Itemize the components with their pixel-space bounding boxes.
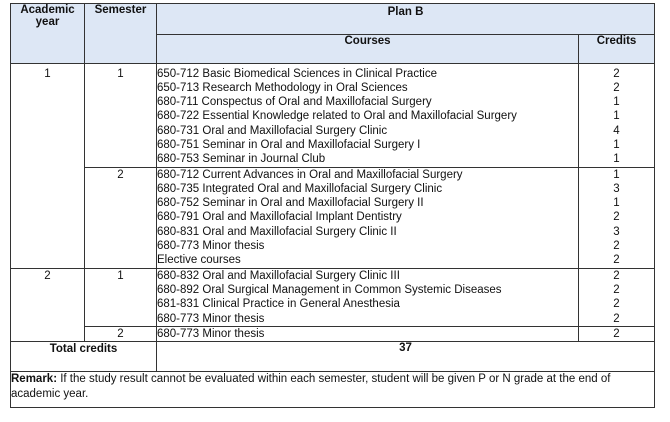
remark-label: Remark: (11, 373, 58, 386)
course-name: 680-773 Minor thesis (157, 327, 265, 340)
semester-cell: 1 (85, 268, 157, 326)
year-cell: 1 (11, 67, 85, 269)
course-credits: 2 (613, 211, 620, 224)
course-credits: 2 (613, 327, 620, 340)
course-name: 680-832 Oral and Maxillofacial Surgery Clinic III (157, 269, 400, 282)
course-credits: 2 (613, 240, 620, 253)
course-credits: 2 (613, 254, 620, 267)
course-name: 680-791 Oral and Maxillofacial Implant Dentistry (157, 211, 402, 224)
total-credits-value: 37 (157, 342, 655, 372)
course-name: 680-735 Integrated Oral and Maxillofacial Surgery Clinic (157, 182, 443, 195)
semester-cell: 2 (85, 167, 157, 268)
courses-cell (157, 326, 579, 341)
semester-cell: 1 (85, 67, 157, 168)
course-credits: 2 (613, 312, 620, 325)
course-credits: 1 (613, 197, 620, 210)
credits-cell (579, 326, 655, 341)
table-row (11, 268, 655, 326)
credits-cell (579, 167, 655, 268)
course-name: 680-711 Conspectus of Oral and Maxillofacial Surgery (157, 96, 432, 109)
course-name: 680-892 Oral Surgical Management in Common Systemic Diseases (157, 283, 502, 296)
study-plan-table (10, 3, 655, 408)
course-credits: 2 (613, 269, 620, 282)
course-credits: 1 (613, 96, 620, 109)
course-name: 680-751 Seminar in Oral and Maxillofacial Surgery I (157, 138, 421, 151)
courses-cell (157, 67, 579, 168)
table-row (11, 167, 655, 268)
course-credits: 1 (613, 168, 620, 181)
course-credits: 1 (613, 110, 620, 123)
header-semester: Semester (85, 4, 157, 64)
header-courses: Courses (157, 35, 579, 64)
total-credits-label: Total credits (11, 342, 157, 372)
course-name: 650-712 Basic Biomedical Sciences in Clinical Practice (157, 67, 437, 80)
remark-cell (11, 372, 655, 408)
year-cell: 2 (11, 268, 85, 341)
course-credits: 4 (613, 124, 620, 137)
remark-text: If the study result cannot be evaluated within each semester, student will be given P or N grade at the end of academic year. (11, 373, 611, 401)
credits-cell (579, 67, 655, 168)
semester-cell: 2 (85, 326, 157, 341)
course-name: 680-753 Seminar in Journal Club (157, 153, 326, 166)
table-row (11, 326, 655, 341)
course-credits: 1 (613, 138, 620, 151)
header-academic-year: Academic year (11, 4, 85, 64)
course-credits: 1 (613, 153, 620, 166)
course-name: 680-752 Seminar in Oral and Maxillofacial Surgery II (157, 197, 424, 210)
courses-cell (157, 167, 579, 268)
course-credits: 2 (613, 81, 620, 94)
course-name: 680-722 Essential Knowledge related to Oral and Maxillofacial Surgery (157, 110, 517, 123)
credits-cell (579, 268, 655, 326)
course-name: 681-831 Clinical Practice in General Anesthesia (157, 298, 400, 311)
course-name: 680-731 Oral and Maxillofacial Surgery Clinic (157, 124, 388, 137)
course-credits: 3 (613, 182, 620, 195)
course-credits: 2 (613, 298, 620, 311)
header-credits: Credits (579, 35, 655, 64)
course-name: 680-712 Current Advances in Oral and Maxillofacial Surgery (157, 168, 463, 181)
total-row (11, 342, 655, 372)
remark-row (11, 372, 655, 408)
table-row (11, 67, 655, 168)
course-credits: 3 (613, 225, 620, 238)
header-plan: Plan B (157, 4, 655, 35)
course-credits: 2 (613, 283, 620, 296)
course-name: Elective courses (157, 254, 241, 267)
courses-cell (157, 268, 579, 326)
course-name: 680-831 Oral and Maxillofacial Surgery Clinic II (157, 225, 397, 238)
course-name: 680-773 Minor thesis (157, 312, 265, 325)
course-credits: 2 (613, 67, 620, 80)
course-name: 650-713 Research Methodology in Oral Sciences (157, 81, 408, 94)
course-name: 680-773 Minor thesis (157, 240, 265, 253)
